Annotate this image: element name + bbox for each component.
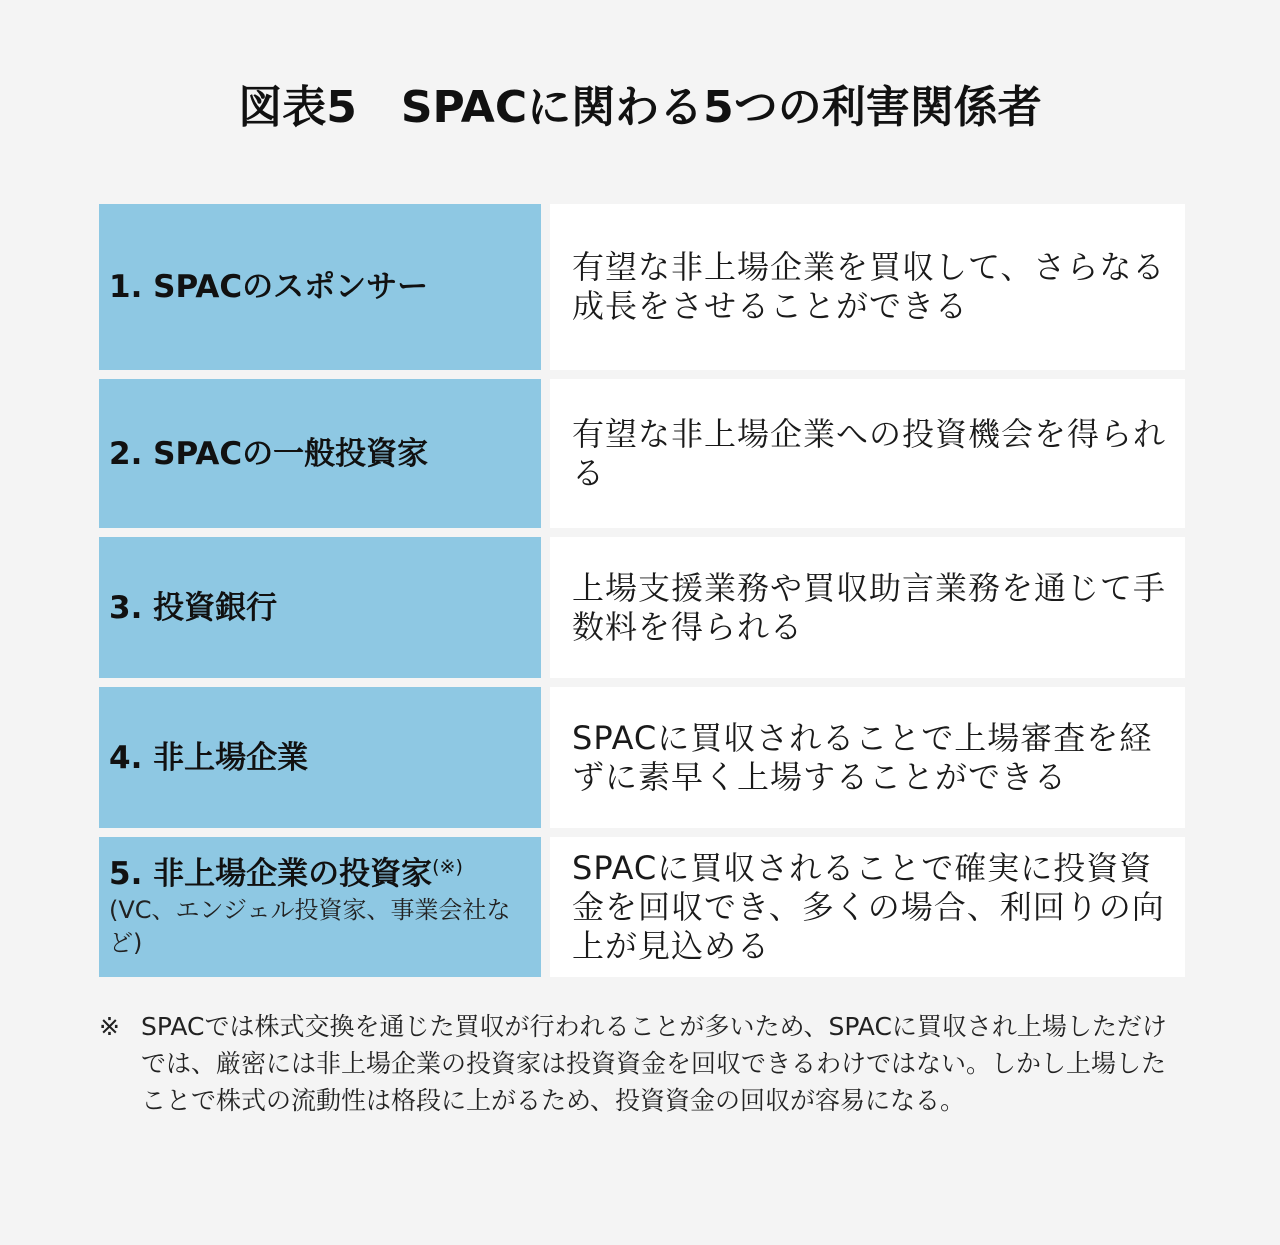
page-title: 図表5 SPACに関わる5つの利害関係者: [238, 82, 1042, 133]
stakeholder-name-text: 5. 非上場企業の投資家: [109, 856, 433, 892]
stakeholder-name: 2. SPACの一般投資家: [109, 435, 429, 472]
stakeholder-table: [99, 204, 1185, 986]
footnote-reference: (※): [432, 856, 463, 878]
stakeholder-name: [109, 854, 531, 894]
footnote-mark: ※: [99, 1012, 120, 1041]
stakeholder-description: 有望な非上場企業を買収して、さらなる成長をさせることができる: [572, 248, 1166, 325]
stakeholder-name: 4. 非上場企業: [109, 739, 309, 776]
table-row: [99, 204, 1185, 370]
stakeholder-name-cell: [99, 537, 541, 678]
stakeholder-desc-cell: [550, 379, 1185, 528]
stakeholder-name-cell: [99, 379, 541, 528]
table-row: [99, 837, 1185, 977]
stakeholder-description: 上場支援業務や買収助言業務を通じて手数料を得られる: [572, 568, 1167, 646]
stakeholder-name: 1. SPACのスポンサー: [109, 269, 429, 305]
stakeholder-description: SPACに買収されることで上場審査を経ずに素早く上場することができる: [572, 718, 1153, 796]
stakeholder-desc-cell: [550, 204, 1185, 370]
stakeholder-desc-cell: [550, 537, 1185, 678]
stakeholder-desc-cell: [550, 837, 1185, 977]
stakeholder-name-examples: (VC、エンジェル投資家、事業会社など): [109, 896, 511, 957]
stakeholder-desc-cell: [550, 687, 1185, 828]
stakeholder-description: 有望な非上場企業への投資機会を得られる: [572, 414, 1167, 492]
table-row: [99, 537, 1185, 678]
table-row: [99, 687, 1185, 828]
stakeholder-name: 3. 投資銀行: [109, 589, 278, 626]
stakeholder-description: SPACに買収されることで確実に投資資金を回収でき、多くの場合、利回りの向上が見込める: [572, 848, 1165, 965]
table-row: [99, 379, 1185, 528]
stakeholder-name-cell: [99, 687, 541, 828]
footnote-text: SPACでは株式交換を通じた買収が行われることが多いため、SPACに買収され上場しただけでは、厳密には非上場企業の投資家は投資資金を回収できるわけではない。しかし上場したことで株式の流動性は格段に上がるため、投資資金の回収が容易になる。: [141, 1012, 1167, 1115]
stakeholder-name-cell: [99, 837, 541, 977]
stakeholder-name-cell: [99, 204, 541, 370]
footnote: [99, 1008, 1185, 1119]
